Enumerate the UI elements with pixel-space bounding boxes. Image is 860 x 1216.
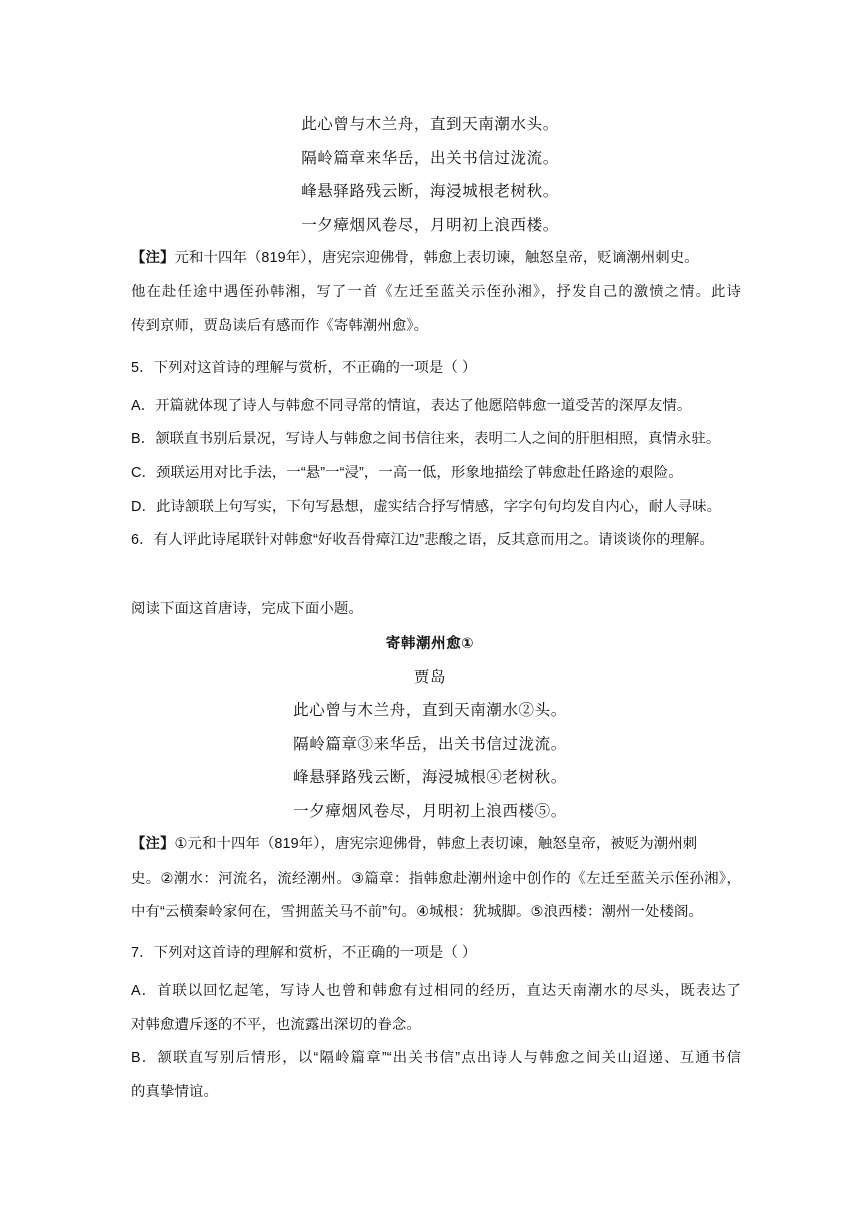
poem2-line-3: 峰悬驿路残云断，海浸城根④老树秋。 bbox=[293, 768, 567, 786]
note2-line-2: 史。②潮水：河流名，流经潮州。③篇章：指韩愈赴潮州途中创作的《左迁至蓝关示侄孙湘》， bbox=[131, 871, 741, 887]
note2-label: 【注】 bbox=[131, 836, 175, 852]
note1-line-3: 传到京师，贾岛读后有感而作《寄韩潮州愈》。 bbox=[131, 318, 429, 334]
poem1-line-3: 峰悬驿路残云断，海浸城根老树秋。 bbox=[301, 182, 559, 200]
note2-text-1: ①元和十四年（819年），唐宪宗迎佛骨，韩愈上表切谏，触怒皇帝，被贬为潮州刺 bbox=[174, 836, 698, 852]
poem1-line-2: 隔岭篇章来华岳，出关书信过泷流。 bbox=[301, 149, 559, 167]
q7-option-a-line-2: 对韩愈遭斥逐的不平，也流露出深切的眷念。 bbox=[131, 1017, 421, 1033]
q5-option-a: A．开篇就体现了诗人与韩愈不同寻常的情谊，表达了他愿陪韩愈一道受苦的深厚友情。 bbox=[131, 398, 692, 414]
note1-line-1 bbox=[131, 246, 741, 267]
note1-label: 【注】 bbox=[131, 250, 175, 266]
poem1-line-1: 此心曾与木兰舟，直到天南潮水头。 bbox=[301, 115, 559, 133]
note1-text-1: 元和十四年（819年），唐宪宗迎佛骨，韩愈上表切谏，触怒皇帝，贬谪潮州刺史。 bbox=[174, 250, 699, 266]
q5-option-d: D．此诗颔联上句写实，下句写悬想，虚实结合抒写情感，字字句句均发自内心，耐人寻味。 bbox=[131, 499, 722, 515]
q5-stem: 5．下列对这首诗的理解与赏析，不正确的一项是（ ） bbox=[131, 360, 477, 376]
note2-line-3: 中有“云横秦岭家何在，雪拥蓝关马不前”句。④城根：犹城脚。⑤浪西楼：潮州一处楼阁。 bbox=[131, 904, 703, 920]
q5-option-b: B．颔联直书别后景况，写诗人与韩愈之间书信往来，表明二人之间的肝胆相照，真情永驻。 bbox=[131, 431, 721, 447]
poem1-line-4: 一夕瘴烟风卷尽，月明初上浪西楼。 bbox=[301, 216, 559, 234]
q7-option-b-line-2: 的真挚情谊。 bbox=[131, 1084, 218, 1100]
poem2-line-2: 隔岭篇章③来华岳，出关书信过泷流。 bbox=[293, 735, 567, 753]
note2-line-1 bbox=[131, 832, 741, 853]
q7-option-a-line-1: A．首联以回忆起笔，写诗人也曾和韩愈有过相同的经历，直达天南潮水的尽头，既表达了 bbox=[131, 983, 741, 999]
poem2-author: 贾岛 bbox=[413, 668, 447, 686]
poem2-line-4: 一夕瘴烟风卷尽，月明初上浪西楼⑤。 bbox=[293, 802, 567, 820]
reading-intro: 阅读下面这首唐诗，完成下面小题。 bbox=[131, 601, 363, 617]
q6-stem: 6．有人评此诗尾联针对韩愈“好收吾骨瘴江边”悲酸之语，反其意而用之。请谈谈你的理解。 bbox=[131, 532, 715, 548]
poem2-title: 寄韩潮州愈① bbox=[385, 636, 475, 652]
q7-stem: 7．下列对这首诗的理解和赏析，不正确的一项是（ ） bbox=[131, 945, 477, 961]
q7-option-b-line-1: B．颔联直写别后情形，以“隔岭篇章”“出关书信”点出诗人与韩愈之间关山迢递、互通书信 bbox=[131, 1050, 741, 1066]
poem2-line-1: 此心曾与木兰舟，直到天南潮水②头。 bbox=[293, 701, 567, 719]
q5-option-c: C．颈联运用对比手法，一“悬”一“浸”，一高一低，形象地描绘了韩愈赴任路途的艰险。 bbox=[131, 465, 683, 481]
note1-line-2: 他在赴任途中遇侄孙韩湘，写了一首《左迁至蓝关示侄孙湘》，抒发自己的激愤之情。此诗 bbox=[131, 284, 741, 300]
